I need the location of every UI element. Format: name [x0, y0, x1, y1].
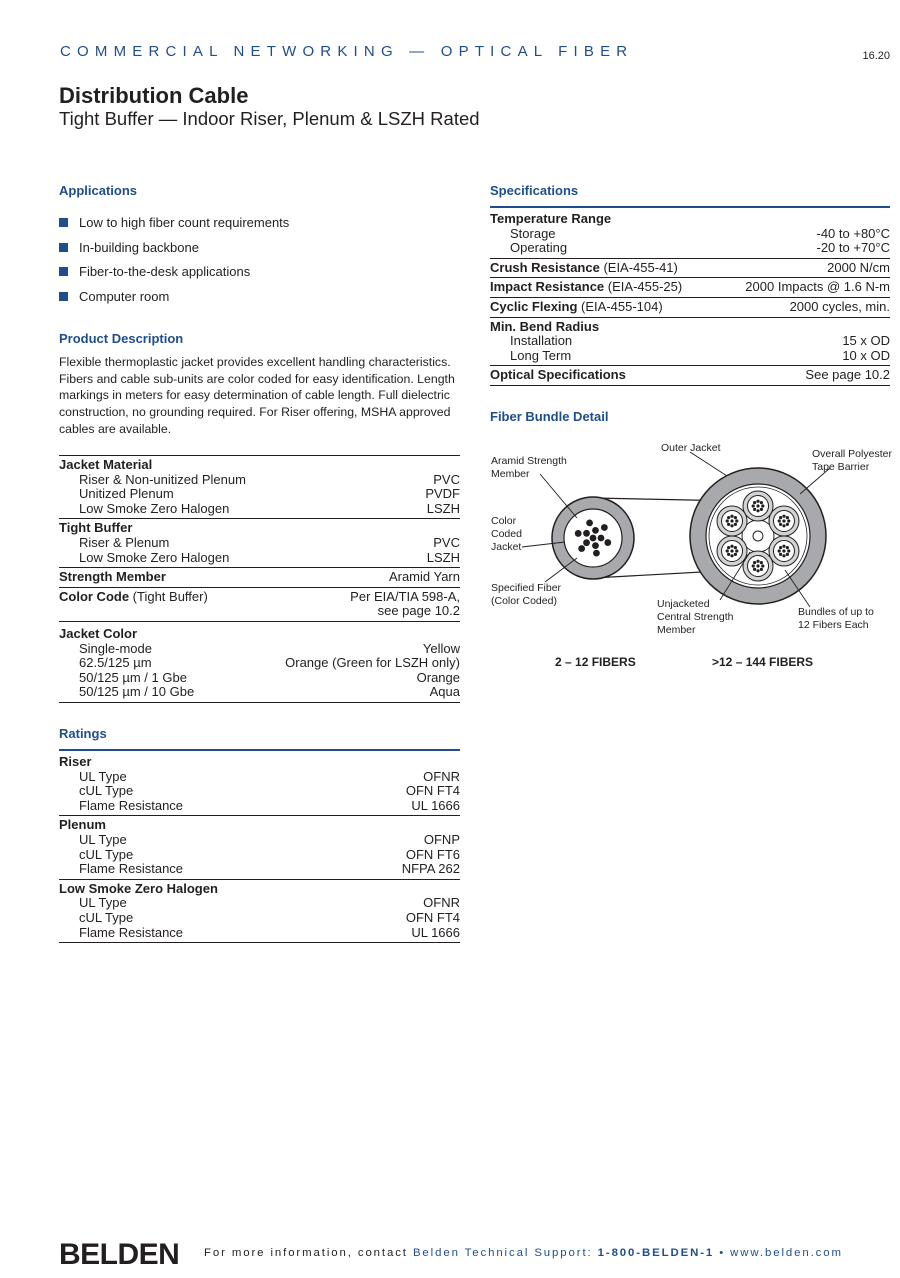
table-cell: Flame Resistance: [59, 926, 332, 943]
ratings-table: [59, 749, 460, 943]
page-subtitle: Tight Buffer — Indoor Riser, Plenum & LSZH Rated: [59, 108, 480, 129]
table-cell: cUL Type: [79, 909, 134, 925]
label-central-strength: Central Strength: [657, 611, 734, 623]
table-cell: OFNR: [423, 768, 460, 784]
small-cable-cross-section: [552, 497, 634, 579]
label-color: Color: [491, 515, 517, 527]
table-row-label: Jacket Material: [59, 457, 153, 472]
list-item: Fiber-to-the-desk applications: [59, 265, 459, 290]
table-row-label: Low Smoke Zero Halogen: [59, 880, 218, 896]
caption-large-cable: >12 – 144 FIBERS: [712, 655, 814, 669]
table-cell: 2000 N/cm: [718, 258, 890, 278]
table-cell: Storage: [510, 225, 556, 241]
table-cell: -20 to +70°C: [718, 241, 890, 258]
table-cell: Per EIA/TIA 598-A,: [350, 588, 460, 604]
table-cell: UL 1666: [332, 799, 460, 816]
footer-contact-text: [204, 1247, 843, 1259]
ratings-heading: Ratings: [59, 726, 107, 741]
table-cell: See page 10.2: [718, 366, 890, 386]
table-cell: Long Term: [490, 349, 718, 366]
large-cable-cross-section: [690, 468, 826, 604]
table-row-note: (EIA-455-41): [599, 259, 678, 275]
label-outer-jacket: Outer Jacket: [661, 442, 721, 454]
table-cell: Unitized Plenum: [79, 486, 174, 502]
table-row-label: Plenum: [59, 817, 106, 833]
fiber-bundle-diagram: [485, 430, 895, 680]
header-title: COMMERCIAL NETWORKING — OPTICAL FIBER: [60, 43, 634, 60]
fiber-bundle-heading: Fiber Bundle Detail: [490, 409, 609, 424]
table-cell: Yellow: [422, 640, 460, 656]
table-cell: Orange: [416, 669, 460, 685]
table-row-label: Riser: [59, 754, 92, 769]
footer-separator: •: [714, 1247, 731, 1259]
table-cell: 62.5/125 µm: [79, 655, 152, 671]
table-cell: LSZH: [266, 502, 460, 519]
label-coded: Coded: [491, 528, 522, 540]
table-cell: 15 x OD: [842, 333, 890, 349]
table-cell: PVC: [433, 471, 460, 487]
page-title: Distribution Cable: [59, 83, 249, 108]
table-cell: Orange (Green for LSZH only): [285, 655, 460, 671]
table-cell: Riser & Non-unitized Plenum: [79, 471, 246, 487]
table-row-note: (EIA-455-104): [577, 298, 663, 314]
table-cell: PVDF: [425, 486, 460, 502]
table-cell: NFPA 262: [332, 862, 460, 879]
table-cell: UL Type: [79, 768, 127, 784]
label-aramid-member: Member: [491, 468, 530, 480]
table-row-note: (Tight Buffer): [129, 588, 208, 604]
table-cell: Riser & Plenum: [79, 534, 170, 550]
table-cell: LSZH: [266, 551, 460, 568]
table-cell: OFNR: [423, 895, 460, 911]
belden-logo: BELDEN: [59, 1238, 180, 1271]
label-jacket: Jacket: [491, 541, 522, 553]
table-cell: OFN FT4: [405, 909, 460, 925]
table-row-label: Jacket Color: [59, 625, 138, 641]
specifications-heading: Specifications: [490, 183, 579, 198]
table-cell: see page 10.2: [266, 604, 460, 621]
table-row-note: (EIA-455-25): [604, 279, 683, 295]
table-cell: 10 x OD: [718, 349, 890, 366]
table-cell: Low Smoke Zero Halogen: [59, 502, 266, 519]
table-row-label: Strength Member: [59, 568, 266, 588]
table-cell: Flame Resistance: [59, 799, 332, 816]
table-cell: OFN FT6: [405, 846, 460, 862]
label-tape-barrier: Tape Barrier: [812, 461, 870, 473]
table-cell: UL 1666: [332, 926, 460, 943]
product-description-heading: Product Description: [59, 331, 184, 346]
table-row-label: Optical Specifications: [490, 366, 718, 386]
table-cell: UL Type: [79, 831, 127, 847]
label-bundles-of-up-to: Bundles of up to: [798, 606, 874, 618]
table-cell: Aqua: [266, 685, 460, 702]
label-specified-fiber: Specified Fiber: [491, 582, 562, 594]
list-item: In-building backbone: [59, 241, 459, 266]
table-cell: Operating: [490, 241, 718, 258]
table-cell: cUL Type: [79, 783, 134, 799]
table-row-label: Crush Resistance: [490, 259, 600, 275]
footer-support: Belden Technical Support:: [412, 1247, 598, 1259]
table-cell: Installation: [510, 333, 573, 349]
table-cell: -40 to +80°C: [816, 225, 890, 241]
table-cell: 50/125 µm / 10 Gbe: [59, 685, 266, 702]
label-member: Member: [657, 624, 696, 636]
table-row-label: Tight Buffer: [59, 520, 133, 536]
specifications-table: [490, 206, 890, 386]
page-number: 16.20: [862, 50, 890, 62]
footer-phone: 1-800-BELDEN-1: [597, 1247, 715, 1259]
table-cell: 2000 Impacts @ 1.6 N-m: [718, 278, 890, 298]
table-row-label: Temperature Range: [490, 211, 612, 226]
table-row-label: Impact Resistance: [490, 279, 605, 295]
table-row-label: Cyclic Flexing: [490, 298, 578, 314]
list-item: Computer room: [59, 290, 459, 315]
table-cell: OFNP: [423, 831, 460, 847]
material-table: [59, 455, 460, 703]
table-cell: Low Smoke Zero Halogen: [59, 551, 266, 568]
caption-small-cable: 2 – 12 FIBERS: [555, 655, 636, 669]
label-unjacketed: Unjacketed: [657, 598, 710, 610]
table-row-label: Color Code: [59, 588, 130, 604]
table-cell: UL Type: [79, 895, 127, 911]
table-cell: Aramid Yarn: [266, 568, 460, 588]
footer-website-link[interactable]: www.belden.com: [730, 1247, 843, 1259]
table-cell: OFN FT4: [405, 783, 460, 799]
table-row-label: Min. Bend Radius: [490, 318, 600, 334]
applications-heading: Applications: [59, 183, 138, 198]
table-cell: PVC: [433, 534, 460, 550]
label-color-coded: (Color Coded): [491, 595, 557, 607]
label-aramid-strength: Aramid Strength: [491, 455, 567, 467]
table-cell: cUL Type: [79, 846, 134, 862]
applications-list: [59, 216, 459, 315]
label-overall-polyester: Overall Polyester: [812, 448, 892, 460]
table-cell: 50/125 µm / 1 Gbe: [79, 669, 187, 685]
label-12-fibers-each: 12 Fibers Each: [798, 619, 869, 631]
table-cell: Flame Resistance: [59, 862, 332, 879]
table-cell: 2000 cycles, min.: [718, 297, 890, 317]
table-cell: Single-mode: [79, 640, 152, 656]
list-item: Low to high fiber count requirements: [59, 216, 459, 241]
footer-prefix: For more information, contact: [204, 1247, 413, 1259]
product-description-text: Flexible thermoplastic jacket provides excellent handling characteristics. Fibers and cable sub-units are color coded for easy identification. Length markings in meters for easy determination of cable length. Full dielectric construction, no grounding required. For Riser offering, MSHA approved cables are available.: [59, 355, 455, 436]
